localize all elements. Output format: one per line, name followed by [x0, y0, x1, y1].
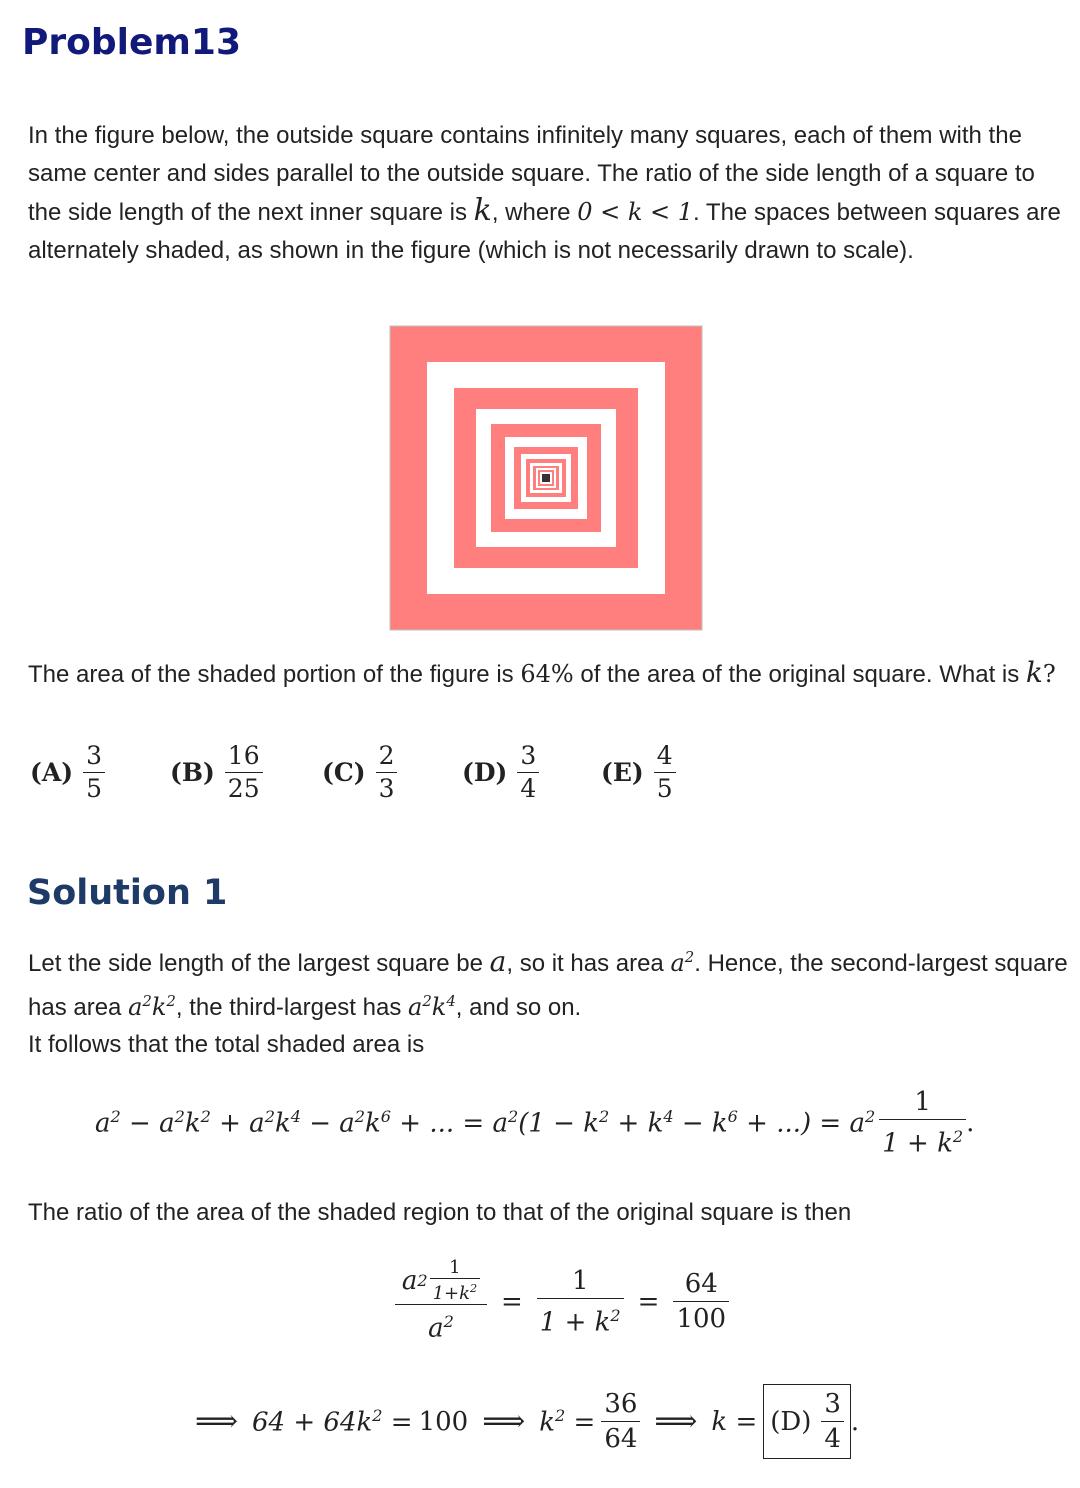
choice-fraction: $\frac{3}{5}$ [83, 740, 105, 805]
choice-fraction: $\frac{3}{4}$ [517, 740, 539, 805]
choice-a[interactable] [30, 740, 105, 805]
problem-title: Problem13 [22, 22, 242, 63]
choice-e[interactable] [601, 740, 676, 805]
choice-fraction: $\frac{4}{5}$ [654, 740, 676, 805]
choice-label: (C) [322, 758, 366, 787]
solution-heading: Solution 1 [27, 873, 228, 913]
choice-c[interactable] [322, 740, 397, 805]
final-equation: ⟹ $64 + 64k^2$ = 100 ⟹ $k^2$ = $\frac{36}{64}$ ⟹ k = (D) $\frac{3}{4}$ . [195, 1384, 859, 1459]
center-core [542, 474, 550, 482]
solution-text-3: The ratio of the area of the shaded region to that of the original square is then [28, 1199, 852, 1226]
answer-box: (D) $\frac{3}{4}$ [763, 1384, 851, 1459]
choice-label: (E) [601, 758, 644, 787]
series-equation: $a^2 - a^2k^2 + a^2k^4 - a^2k^6$ + ... = $a^2(1 - k^2 + k^4 - k^6$ + ...) = $a^2$ $\frac{1}{1 + k^2}$ . [95, 1087, 975, 1159]
choice-fraction: $\frac{16}{25}$ [225, 740, 263, 805]
problem-statement: In the figure below, the outside square contains infinitely many squares, each of them with the same center and sides parallel to the outside square. The ratio of the side length of a square to the side length of the next inner square is k, where 0 < k < 1. The spaces between squares are alternately shaded, as shown in the figure (which is not necessarily drawn to scale). [28, 122, 1061, 264]
choice-d[interactable] [462, 740, 539, 805]
choice-label: (D) [462, 758, 508, 787]
solution-text-1: Let the side length of the largest square be a, so it has area $a^2$. Hence, the second-largest square has area $a^2k^2$, the third-largest has $a^2k^4$, and so on. [28, 945, 1068, 1021]
nested-squares-figure [389, 325, 703, 631]
solution-text-2: It follows that the total shaded area is [28, 1031, 425, 1058]
ratio-equation: a 2 $\frac{1}{1+k^2}$ $a^2$ = $\frac{1}{1 + k^2}$ = $\frac{64}{100}$ [395, 1258, 729, 1346]
choice-label: (B) [170, 758, 215, 787]
choice-fraction: $\frac{2}{3}$ [376, 740, 398, 805]
question-text: The area of the shaded portion of the figure is 64% of the area of the original square. What is k? [28, 656, 1056, 689]
choice-label: (A) [30, 758, 74, 787]
choice-b[interactable] [170, 740, 263, 805]
